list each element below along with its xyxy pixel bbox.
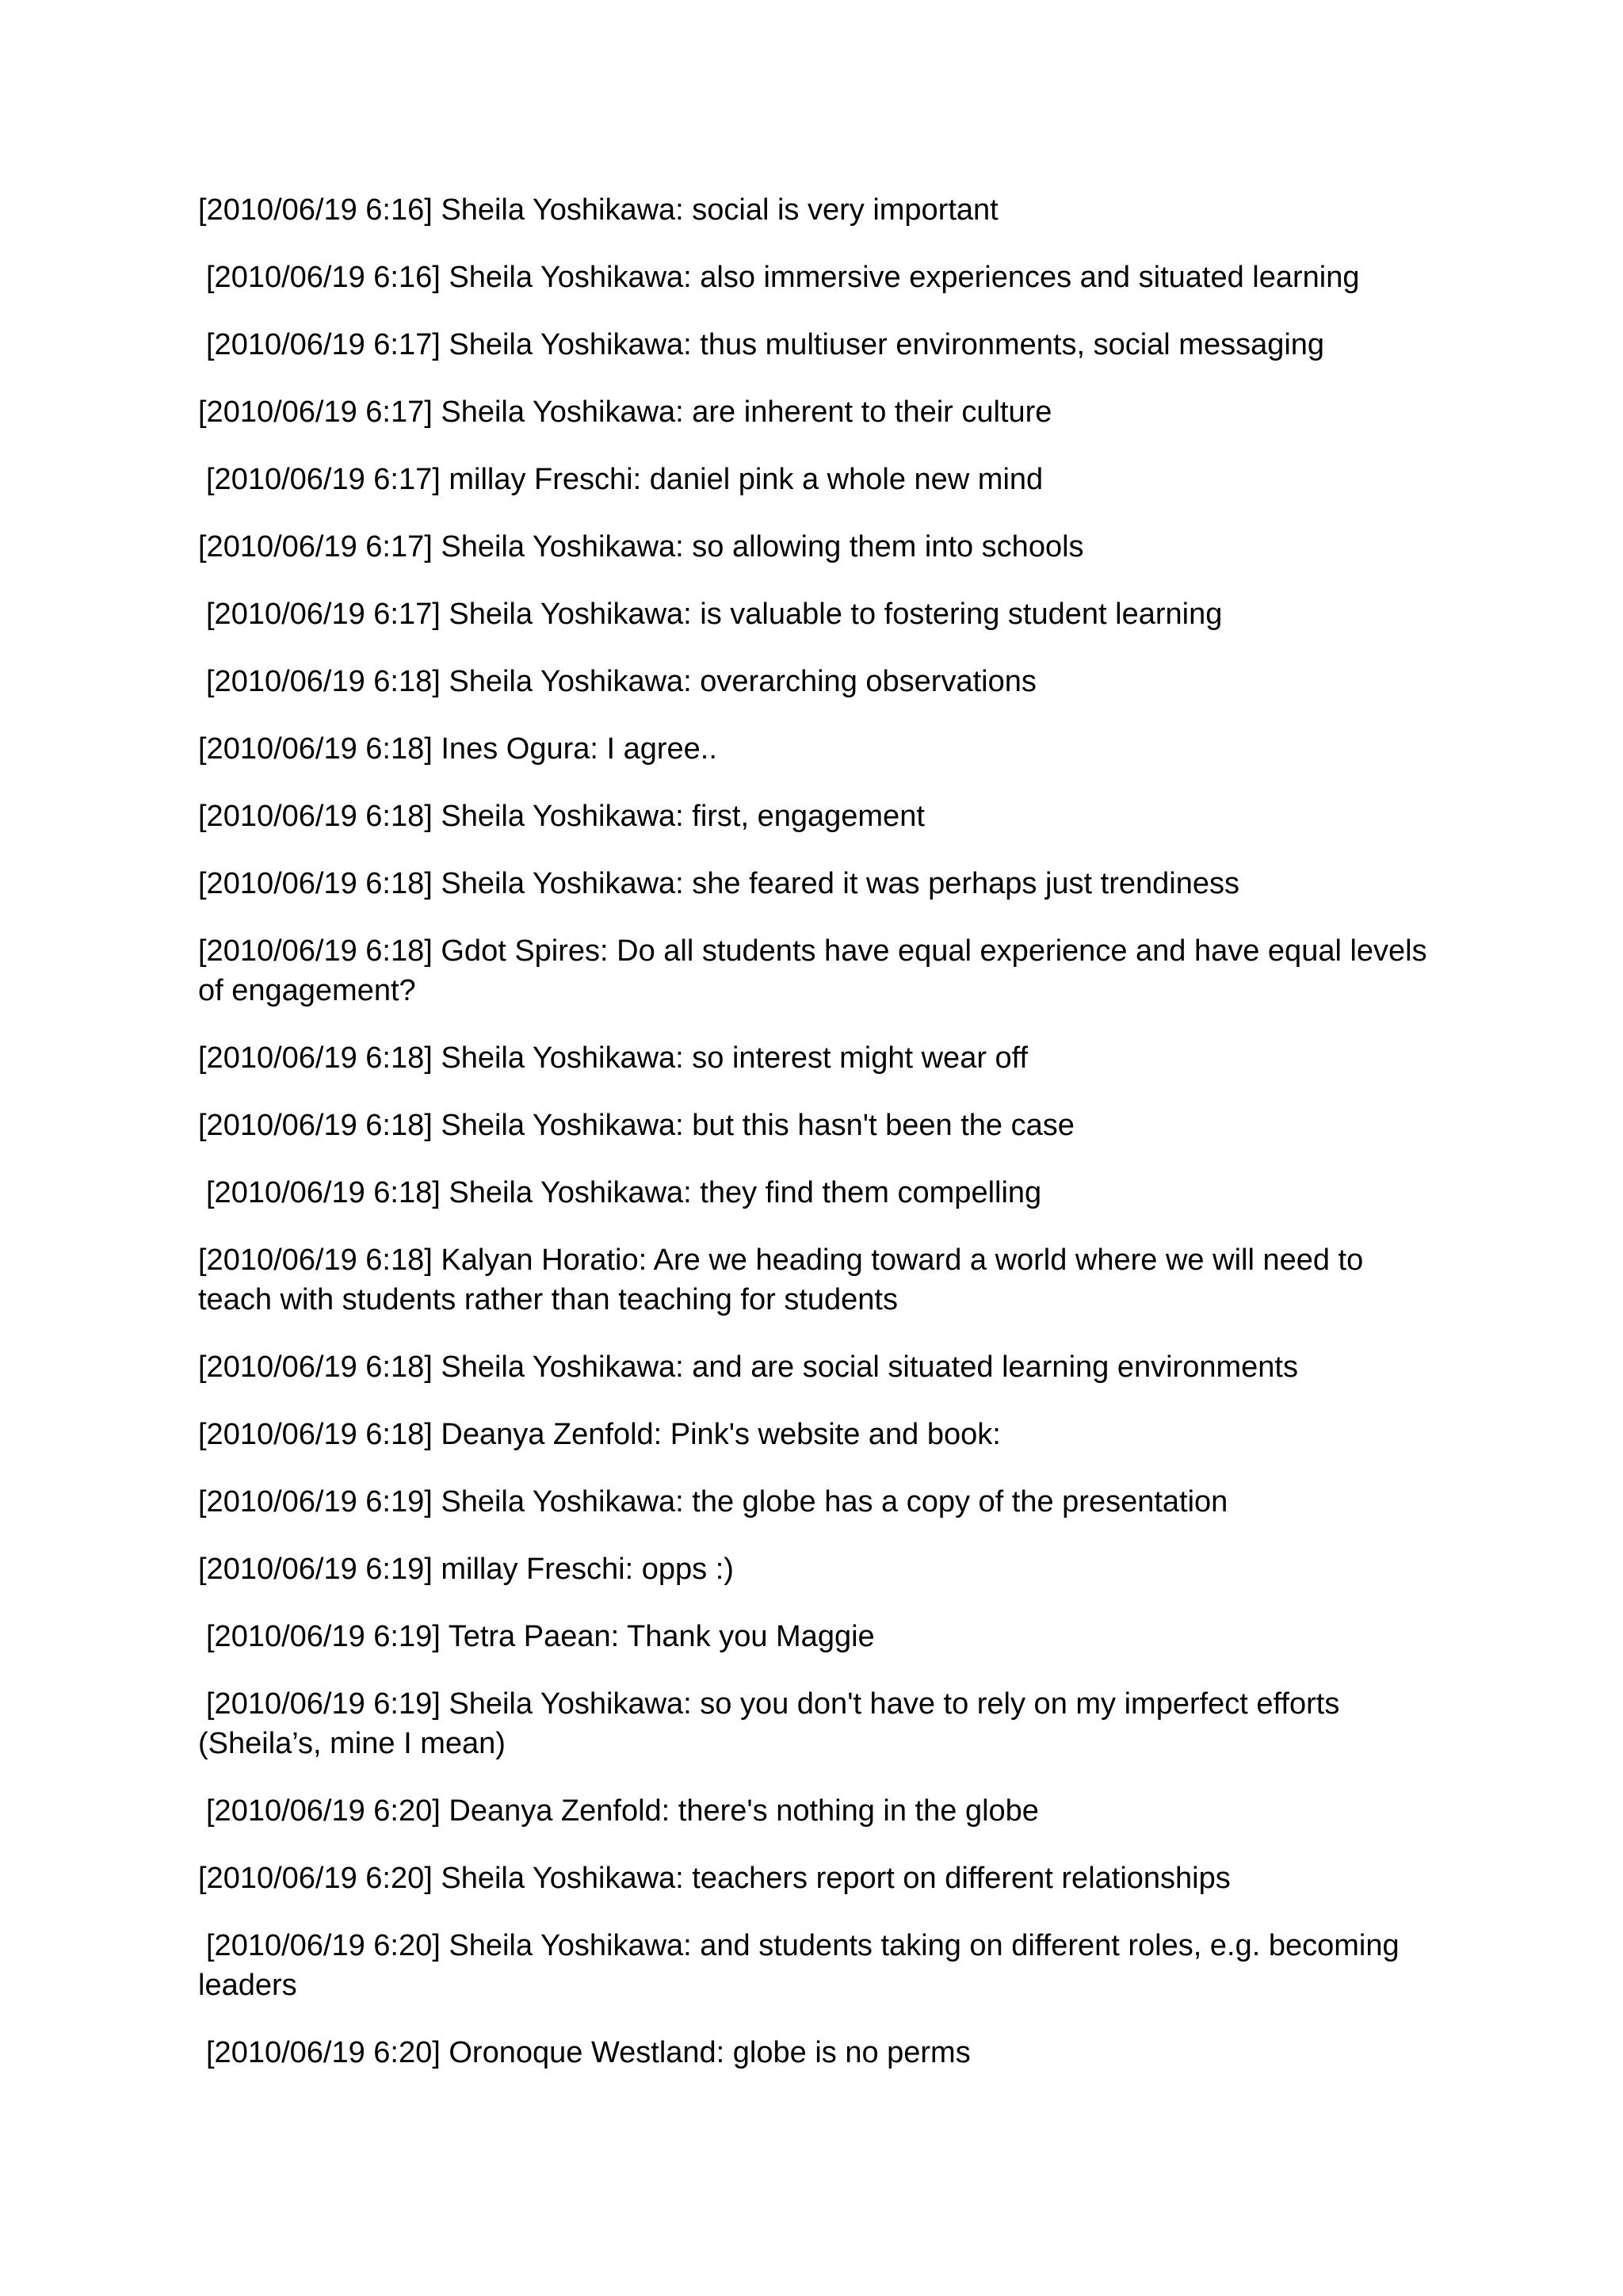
chat-line: [2010/06/19 6:19] Tetra Paean: Thank you Maggie — [206, 1620, 875, 1653]
chat-line: [2010/06/19 6:17] Sheila Yoshikawa: are inherent to their culture — [198, 395, 1052, 429]
chat-line: [2010/06/19 6:18] Sheila Yoshikawa: overarching observations — [206, 665, 1037, 698]
chat-line: [2010/06/19 6:19] Sheila Yoshikawa: so you don't have to rely on my imperfect efforts (Sheila’s, mine I mean) — [198, 1687, 1340, 1760]
chat-line: [2010/06/19 6:18] Sheila Yoshikawa: they find them compelling — [206, 1176, 1042, 1209]
chat-line: [2010/06/19 6:17] Sheila Yoshikawa: thus multiuser environments, social messaging — [206, 328, 1325, 361]
chat-line: [2010/06/19 6:19] millay Freschi: opps :) — [198, 1553, 734, 1586]
chat-line: [2010/06/19 6:20] Oronoque Westland: globe is no perms — [206, 2036, 971, 2069]
chat-line: [2010/06/19 6:16] Sheila Yoshikawa: social is very important — [198, 193, 999, 227]
chat-line: [2010/06/19 6:18] Ines Ogura: I agree.. — [198, 732, 717, 766]
chat-line: [2010/06/19 6:18] Sheila Yoshikawa: so interest might wear off — [198, 1041, 1029, 1075]
chat-line: [2010/06/19 6:18] Sheila Yoshikawa: and are social situated learning environments — [198, 1350, 1298, 1384]
chat-line: [2010/06/19 6:20] Sheila Yoshikawa: and students taking on different roles, e.g. becoming leaders — [198, 1929, 1400, 2002]
chat-line: [2010/06/19 6:20] Sheila Yoshikawa: teachers report on different relationships — [198, 1862, 1231, 1895]
chat-line: [2010/06/19 6:17] Sheila Yoshikawa: is valuable to fostering student learning — [206, 598, 1223, 631]
chat-line: [2010/06/19 6:18] Gdot Spires: Do all students have equal experience and have equal levels of engagement? — [198, 934, 1427, 1007]
chat-line: [2010/06/19 6:18] Deanya Zenfold: Pink's website and book: — [198, 1418, 1001, 1451]
chat-line: [2010/06/19 6:18] Sheila Yoshikawa: but this hasn't been the case — [198, 1109, 1075, 1142]
chat-line: [2010/06/19 6:16] Sheila Yoshikawa: also immersive experiences and situated learning — [206, 261, 1360, 294]
chat-line: [2010/06/19 6:18] Sheila Yoshikawa: first, engagement — [198, 800, 925, 833]
chat-line: [2010/06/19 6:18] Kalyan Horatio: Are we heading toward a world where we will need to teach with students rather than teaching for students — [198, 1244, 1364, 1316]
chat-line: [2010/06/19 6:17] Sheila Yoshikawa: so allowing them into schools — [198, 530, 1084, 563]
chat-line: [2010/06/19 6:20] Deanya Zenfold: there's nothing in the globe — [206, 1794, 1039, 1828]
chat-transcript — [198, 190, 1434, 2100]
chat-line: [2010/06/19 6:17] millay Freschi: daniel pink a whole new mind — [206, 463, 1044, 496]
chat-line: [2010/06/19 6:19] Sheila Yoshikawa: the globe has a copy of the presentation — [198, 1485, 1228, 1519]
chat-line: [2010/06/19 6:18] Sheila Yoshikawa: she feared it was perhaps just trendiness — [198, 867, 1239, 900]
